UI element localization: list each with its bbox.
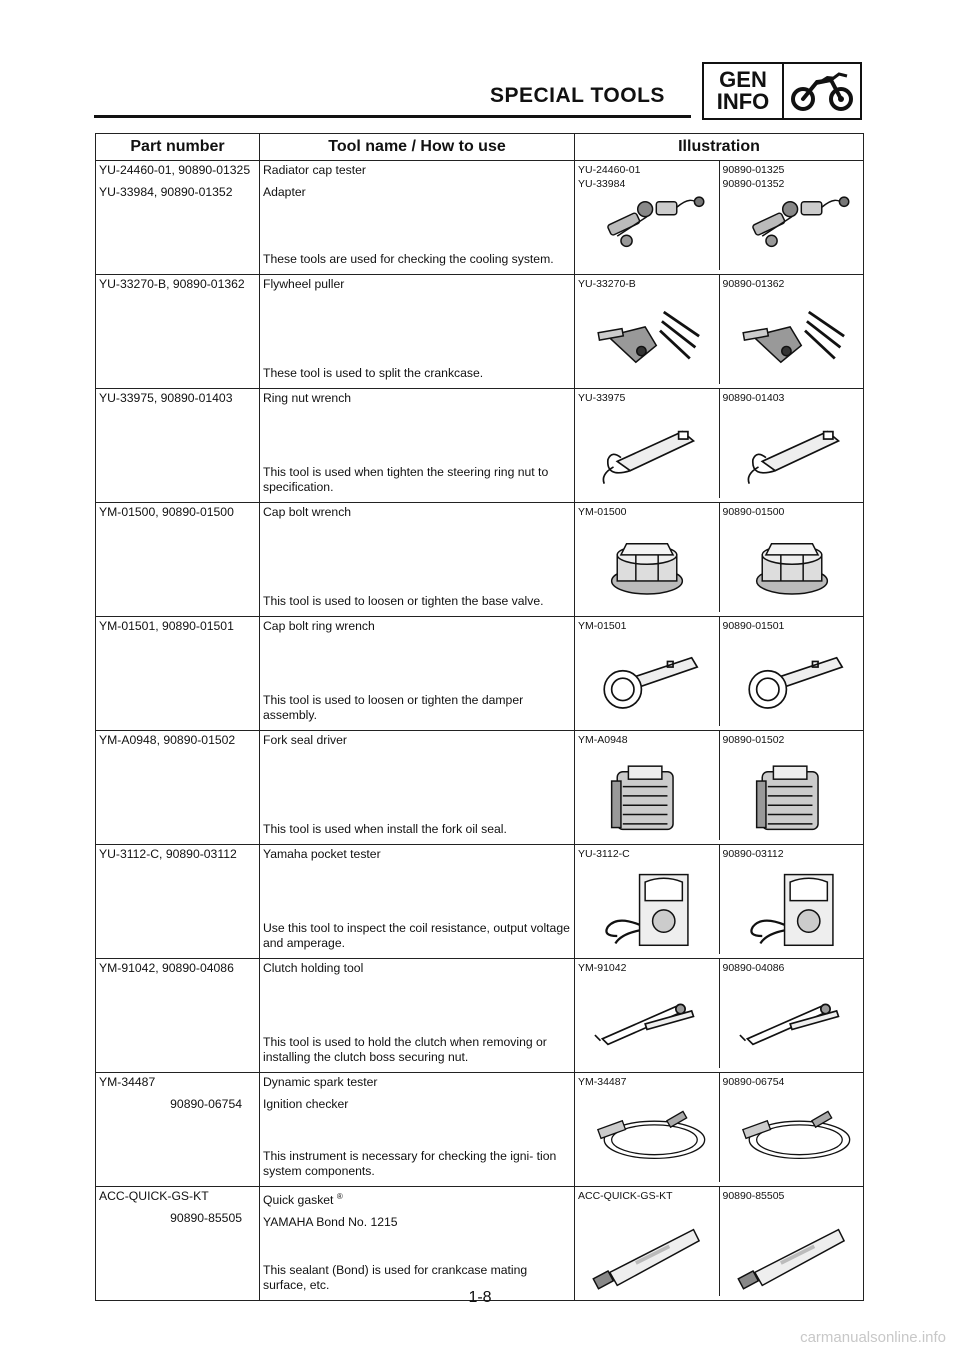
illustration-code: 90890-06754: [722, 1076, 785, 1088]
part-number-secondary: 90890-85505: [170, 1211, 242, 1225]
tool-name-cell: [260, 503, 575, 617]
table-row: [96, 1073, 864, 1187]
illustration-right: [719, 1187, 864, 1296]
tool-name: [263, 1189, 571, 1208]
clutch-holding-tool-illustration: [730, 983, 854, 1063]
table-row: [96, 731, 864, 845]
illustration-code: 90890-01500: [722, 506, 785, 518]
section-tab: [702, 62, 862, 120]
tool-name-text: Radiator cap tester: [263, 163, 366, 177]
tool-name-text: Cap bolt ring wrench: [263, 619, 375, 633]
pocket-tester-illustration: [730, 869, 854, 949]
registered-mark: ®: [336, 1192, 343, 1201]
illustration-right: [719, 275, 864, 384]
part-number-cell: [96, 275, 260, 389]
illustration-cell: [575, 617, 864, 731]
tool-name-text: Clutch holding tool: [263, 961, 364, 975]
illustration-code: 90890-03112: [722, 848, 784, 860]
illustration-code: 90890-04086: [722, 962, 785, 974]
tool-usage: This tool is used to hold the clutch when removing or installing the clutch boss securing nut.: [263, 1035, 547, 1064]
sealant-tube-illustration: [730, 1211, 854, 1291]
tool-usage: These tool is used to split the crankcase.: [263, 366, 484, 380]
pocket-tester-illustration: [585, 869, 709, 949]
tool-usage: This instrument is necessary for checking the igni- tion system components.: [263, 1149, 557, 1178]
illustration-left: [575, 503, 719, 612]
tool-name: [263, 733, 571, 748]
table-row: [96, 503, 864, 617]
part-number: YU-33270-B, 90890-01362: [99, 277, 245, 291]
illustration-left: [575, 959, 719, 1068]
radiator-cap-tester-illustration: [585, 185, 709, 265]
tool-name: [263, 1075, 571, 1090]
illustration-left: [575, 1073, 719, 1182]
part-number: YM-A0948, 90890-01502: [99, 733, 236, 747]
special-tools-table: [95, 133, 864, 1301]
tool-name-cell: [260, 845, 575, 959]
tool-usage: This tool is used to loosen or tighten the base valve.: [263, 594, 544, 608]
tool-usage: This tool is used when tighten the steering ring nut to specification.: [263, 465, 549, 494]
tool-usage: These tools are used for checking the cooling system.: [263, 252, 554, 266]
table-row: [96, 617, 864, 731]
tool-usage: Use this tool to inspect the coil resistance, output voltage and amperage.: [263, 921, 570, 950]
ring-nut-wrench-illustration: [585, 413, 709, 493]
cap-bolt-wrench-illustration: [585, 527, 709, 607]
tool-name-secondary: YAMAHA Bond No. 1215: [263, 1215, 398, 1230]
illustration-right: [719, 617, 864, 726]
cap-bolt-ring-wrench-illustration: [585, 641, 709, 721]
tool-name: [263, 391, 571, 406]
part-number: YU-3112-C, 90890-03112: [99, 847, 237, 861]
radiator-cap-tester-illustration: [730, 185, 854, 265]
tool-name-text: Dynamic spark tester: [263, 1075, 378, 1089]
watermark: carmanualsonline.info: [800, 1329, 946, 1346]
part-number: YU-24460-01, 90890-01325: [99, 163, 251, 177]
tool-usage: This sealant (Bond) is used for crankcase mating surface, etc.: [263, 1263, 528, 1292]
illustration-code: YM-01500: [578, 506, 627, 518]
illustration-code: YU-33270-B: [578, 278, 636, 290]
column-header-tool-name: Tool name / How to use: [260, 134, 575, 161]
illustration-cell: [575, 1073, 864, 1187]
tool-name-text: Yamaha pocket tester: [263, 847, 381, 861]
table-row: [96, 275, 864, 389]
part-number-cell: [96, 845, 260, 959]
illustration-code: 90890-01403: [722, 392, 785, 404]
part-number-secondary: 90890-06754: [170, 1097, 242, 1111]
illustration-left: [575, 845, 719, 954]
part-number: YM-01501, 90890-01501: [99, 619, 234, 633]
fork-seal-driver-illustration: [730, 755, 854, 835]
illustration-left: [575, 389, 719, 498]
illustration-right: [719, 161, 864, 270]
tool-name: [263, 961, 571, 976]
illustration-code: YM-34487: [578, 1076, 627, 1088]
table-row: [96, 845, 864, 959]
illustration-left: [575, 731, 719, 840]
illustration-code: YM-01501: [578, 620, 627, 632]
part-number-cell: [96, 959, 260, 1073]
illustration-cell: [575, 275, 864, 389]
tool-name-cell: [260, 959, 575, 1073]
part-number-cell: [96, 503, 260, 617]
section-label: [704, 64, 784, 118]
illustration-cell: [575, 845, 864, 959]
illustration-cell: [575, 959, 864, 1073]
illustration-code: 90890-01325: [722, 164, 785, 176]
illustration-code: 90890-85505: [722, 1190, 785, 1202]
illustration-code: 90890-01362: [722, 278, 785, 290]
part-number: YM-01500, 90890-01500: [99, 505, 234, 519]
table-row: [96, 389, 864, 503]
tool-name-text: Cap bolt wrench: [263, 505, 352, 519]
tool-usage: This tool is used when install the fork oil seal.: [263, 822, 507, 836]
illustration-code: YM-91042: [578, 962, 627, 974]
cap-bolt-ring-wrench-illustration: [730, 641, 854, 721]
tool-name: [263, 505, 571, 520]
illustration-cell: [575, 503, 864, 617]
part-number-cell: [96, 389, 260, 503]
tool-name-cell: [260, 389, 575, 503]
tool-name-cell: [260, 617, 575, 731]
illustration-left: [575, 161, 719, 270]
flywheel-puller-illustration: [730, 299, 854, 379]
part-number-cell: [96, 1073, 260, 1187]
illustration-cell: [575, 161, 864, 275]
tool-usage: This tool is used to loosen or tighten the damper assembly.: [263, 693, 524, 722]
illustration-right: [719, 845, 864, 954]
illustration-cell: [575, 1187, 864, 1301]
fork-seal-driver-illustration: [585, 755, 709, 835]
illustration-right: [719, 389, 864, 498]
part-number: YM-91042, 90890-04086: [99, 961, 234, 975]
illustration-right: [719, 731, 864, 840]
page-number: 1-8: [468, 1289, 492, 1306]
part-number-secondary: YU-33984, 90890-01352: [99, 185, 233, 199]
illustration-code: YU-3112-C: [578, 848, 630, 860]
illustration-cell: [575, 731, 864, 845]
table-header-row: [96, 134, 864, 161]
column-header-illustration: Illustration: [575, 134, 864, 161]
tool-name-cell: [260, 275, 575, 389]
tool-name-secondary: Ignition checker: [263, 1097, 349, 1111]
part-number-cell: [96, 617, 260, 731]
tool-name: [263, 277, 571, 292]
tool-name: [263, 163, 571, 178]
illustration-code: YU-24460-01: [578, 164, 641, 176]
tool-name-text: Fork seal driver: [263, 733, 347, 747]
tool-name: [263, 847, 571, 862]
table-row: [96, 1187, 864, 1301]
tool-name-cell: [260, 1187, 575, 1301]
illustration-code-secondary: 90890-01352: [722, 178, 785, 190]
cap-bolt-wrench-illustration: [730, 527, 854, 607]
illustration-cell: [575, 389, 864, 503]
tool-name-text: Ring nut wrench: [263, 391, 352, 405]
spark-tester-illustration: [730, 1097, 854, 1177]
header-rule: [94, 115, 691, 118]
part-number-cell: [96, 731, 260, 845]
tool-name-text: Flywheel puller: [263, 277, 345, 291]
illustration-code: YU-33975: [578, 392, 626, 404]
tool-name-cell: [260, 161, 575, 275]
part-number-cell: [96, 161, 260, 275]
tool-name-cell: [260, 1073, 575, 1187]
sealant-tube-illustration: [585, 1211, 709, 1291]
illustration-left: [575, 275, 719, 384]
illustration-code: ACC-QUICK-GS-KT: [578, 1190, 673, 1202]
illustration-left: [575, 1187, 719, 1296]
section-label-line1: GEN: [719, 67, 767, 92]
ring-nut-wrench-illustration: [730, 413, 854, 493]
part-number: ACC-QUICK-GS-KT: [99, 1189, 209, 1203]
tool-name-cell: [260, 731, 575, 845]
motorcycle-icon: [784, 64, 860, 118]
clutch-holding-tool-illustration: [585, 983, 709, 1063]
section-label-line2: INFO: [716, 89, 770, 114]
column-header-part-number: Part number: [96, 134, 260, 161]
illustration-right: [719, 959, 864, 1068]
illustration-right: [719, 1073, 864, 1182]
illustration-code: 90890-01501: [722, 620, 785, 632]
illustration-right: [719, 503, 864, 612]
flywheel-puller-illustration: [585, 299, 709, 379]
table-row: [96, 959, 864, 1073]
page-title: SPECIAL TOOLS: [490, 84, 665, 107]
part-number-cell: [96, 1187, 260, 1301]
illustration-left: [575, 617, 719, 726]
tool-name: [263, 619, 571, 634]
tool-name-text: Quick gasket: [263, 1193, 334, 1208]
illustration-code: YM-A0948: [578, 734, 628, 746]
spark-tester-illustration: [585, 1097, 709, 1177]
illustration-code-secondary: YU-33984: [578, 178, 626, 190]
part-number: YU-33975, 90890-01403: [99, 391, 233, 405]
illustration-code: 90890-01502: [722, 734, 785, 746]
table-row: [96, 161, 864, 275]
tool-name-secondary: Adapter: [263, 185, 306, 199]
part-number: YM-34487: [99, 1075, 156, 1089]
